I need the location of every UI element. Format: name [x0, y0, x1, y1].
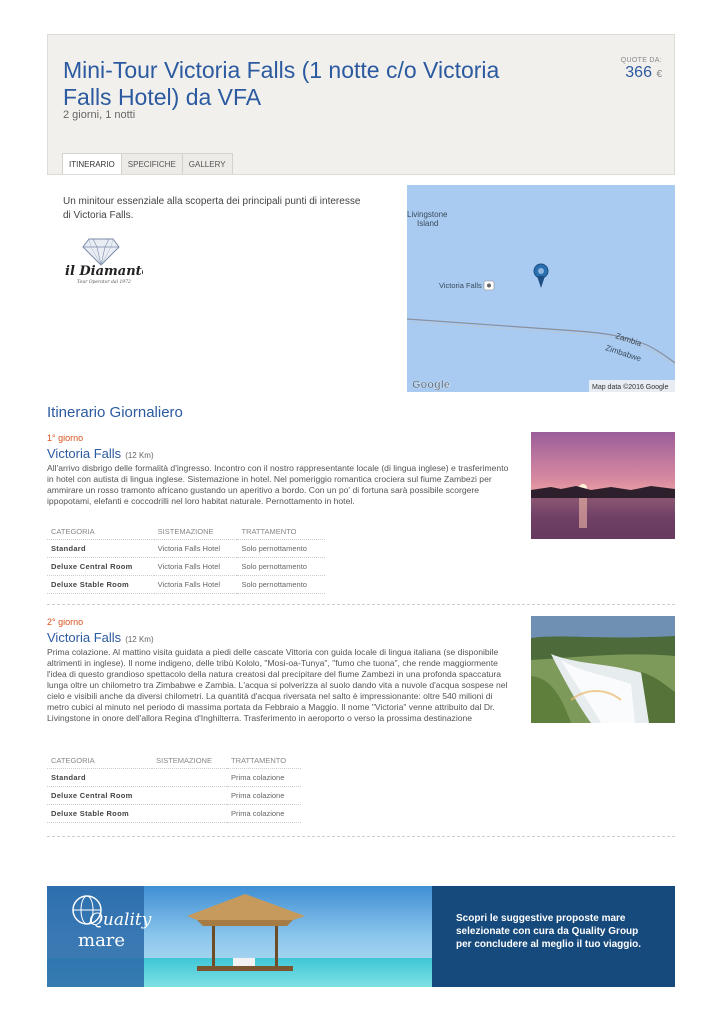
table-row — [47, 558, 325, 576]
tab-specifiche[interactable]: SPECIFICHE — [121, 153, 183, 174]
map-label-livingstone: Livingstone — [407, 210, 448, 219]
table-row — [47, 787, 301, 805]
map-label-island: Island — [417, 219, 439, 228]
tab-gallery[interactable]: GALLERY — [182, 153, 233, 174]
cell-accommodation — [152, 769, 227, 787]
page-title: Mini-Tour Victoria Falls (1 notte c/o Victoria Falls Hotel) da VFA — [63, 57, 500, 110]
cell-treatment: Prima colazione — [227, 805, 301, 823]
table-row — [47, 540, 325, 558]
table-header-row — [47, 524, 325, 540]
col-trattamento: TRATTAMENTO — [237, 524, 325, 540]
cell-category: Standard — [47, 769, 152, 787]
day-1-place: Victoria Falls — [47, 446, 122, 461]
col-sistemazione: SISTEMAZIONE — [154, 524, 238, 540]
cell-category: Standard — [47, 540, 154, 558]
price-quote — [621, 57, 662, 82]
divider — [47, 604, 675, 605]
quote-price: 366 — [625, 64, 652, 81]
quote-label: QUOTE DA: — [620, 57, 662, 64]
banner-logo-quality: Quality — [89, 910, 152, 930]
map-label-zambia: Zambia — [614, 331, 643, 349]
cell-accommodation — [152, 787, 227, 805]
cell-accommodation: Victoria Falls Hotel — [154, 558, 238, 576]
map-label-zimbabwe: Zimbabwe — [604, 343, 643, 364]
itinerary-heading: Itinerario Giornaliero — [47, 404, 183, 421]
cell-accommodation: Victoria Falls Hotel — [154, 540, 238, 558]
cell-category: Deluxe Stable Room — [47, 576, 154, 594]
col-categoria: CATEGORIA — [47, 753, 152, 769]
day-1-distance: (12 Km) — [125, 451, 154, 460]
day-2-distance: (12 Km) — [125, 635, 154, 644]
tab-bar — [62, 153, 232, 174]
diamond-icon — [83, 239, 119, 265]
cell-category: Deluxe Central Room — [47, 787, 152, 805]
day-1-label: 1° giorno — [47, 433, 84, 443]
cell-treatment: Solo pernottamento — [237, 540, 325, 558]
banner-text: Scopri le suggestive proposte mare selezionate con cura da Quality Group per concludere al meglio il tuo viaggio. — [456, 913, 642, 950]
logo-lettering: il Diamante — [65, 264, 143, 279]
map-label-victoria-falls: Victoria Falls — [439, 281, 482, 290]
day-2-title — [47, 630, 154, 645]
cell-category: Deluxe Stable Room — [47, 805, 152, 823]
day-1-title — [47, 446, 154, 461]
map-attribution: Map data ©2016 Google — [592, 384, 669, 391]
divider — [47, 836, 675, 837]
cell-treatment: Solo pernottamento — [237, 558, 325, 576]
quote-currency: € — [656, 69, 662, 80]
google-logo: Google — [412, 379, 450, 391]
cell-category: Deluxe Central Room — [47, 558, 154, 576]
waterfall-photo — [531, 616, 675, 723]
map-widget[interactable] — [407, 185, 675, 392]
cell-accommodation: Victoria Falls Hotel — [154, 576, 238, 594]
day-2-description: Prima colazione. Al mattino visita guidata a piedi delle cascate Vittoria con guida locale di lingua italiana (se disponibile altrimenti in inglese). Il nome indigeno, delle tribù Kololo, "Mosi-oa-Tunya", "fumo che tuona", che rende maggiormente l'idea di questo grandioso spettacolo della natura creatosi dal precipitare del fiume Zambezi in una profonda spaccatura lunga oltre un chilometro tra Zimbabwe e Zambia. L'acqua si polverizza al suolo dando vita a nuvole d'acqua sospese nel cielo e visibili anche da diversi chilometri. La quantità d'acqua riversata nel salto è impressionante: oltre 540 milioni di metro cubici al minuto nel periodo di massima portata da Febbraio a Maggio. Il nome "Victoria" venne attribuito dal Dr. Livingstone in onore dell'allora Regina d'Inghilterra. Trasferimento in aeroporto o verso la prossima destinazione — [47, 647, 508, 723]
col-trattamento: TRATTAMENTO — [227, 753, 301, 769]
tab-itinerario[interactable]: ITINERARIO — [62, 153, 122, 174]
cell-treatment: Prima colazione — [227, 787, 301, 805]
cell-treatment: Solo pernottamento — [237, 576, 325, 594]
cell-treatment: Prima colazione — [227, 769, 301, 787]
cell-accommodation — [152, 805, 227, 823]
table-row — [47, 576, 325, 594]
day-2-place: Victoria Falls — [47, 630, 122, 645]
day-1-accommodation-table — [47, 524, 325, 594]
col-categoria: CATEGORIA — [47, 524, 154, 540]
table-row — [47, 769, 301, 787]
il-diamante-logo — [63, 235, 143, 285]
day-2-accommodation-table — [47, 753, 301, 823]
sunset-photo — [531, 432, 675, 539]
logo-tagline: Tour Operator dal 1972 — [77, 280, 131, 285]
intro-text: Un minitour essenziale alla scoperta dei principali punti di interesse di Victoria Falls. — [63, 196, 361, 221]
table-row — [47, 805, 301, 823]
col-sistemazione: SISTEMAZIONE — [152, 753, 227, 769]
day-1-description: All'arrivo disbrigo delle formalità d'ingresso. Incontro con il nostro rappresentante locale (di lingua inglese) e trasferimento in hotel con autista di lingua inglese. Sistemazione in hotel. Nel pomeriggio romantica crociera sul fiume Zambezi per ammirare un rosso tramonto africano gustando un aperitivo a bordo. Con un po' di fortuna sarà possibile scorgere ippopotami, elefanti e coccodrilli nel loro habitat naturale. Pernottamento in hotel. — [47, 463, 509, 506]
trip-header — [47, 34, 675, 175]
trip-duration: 2 giorni, 1 notti — [63, 109, 136, 121]
day-2-label: 2° giorno — [47, 617, 84, 627]
quality-mare-banner[interactable] — [47, 886, 675, 987]
table-header-row — [47, 753, 301, 769]
banner-logo-mare: mare — [78, 930, 126, 951]
